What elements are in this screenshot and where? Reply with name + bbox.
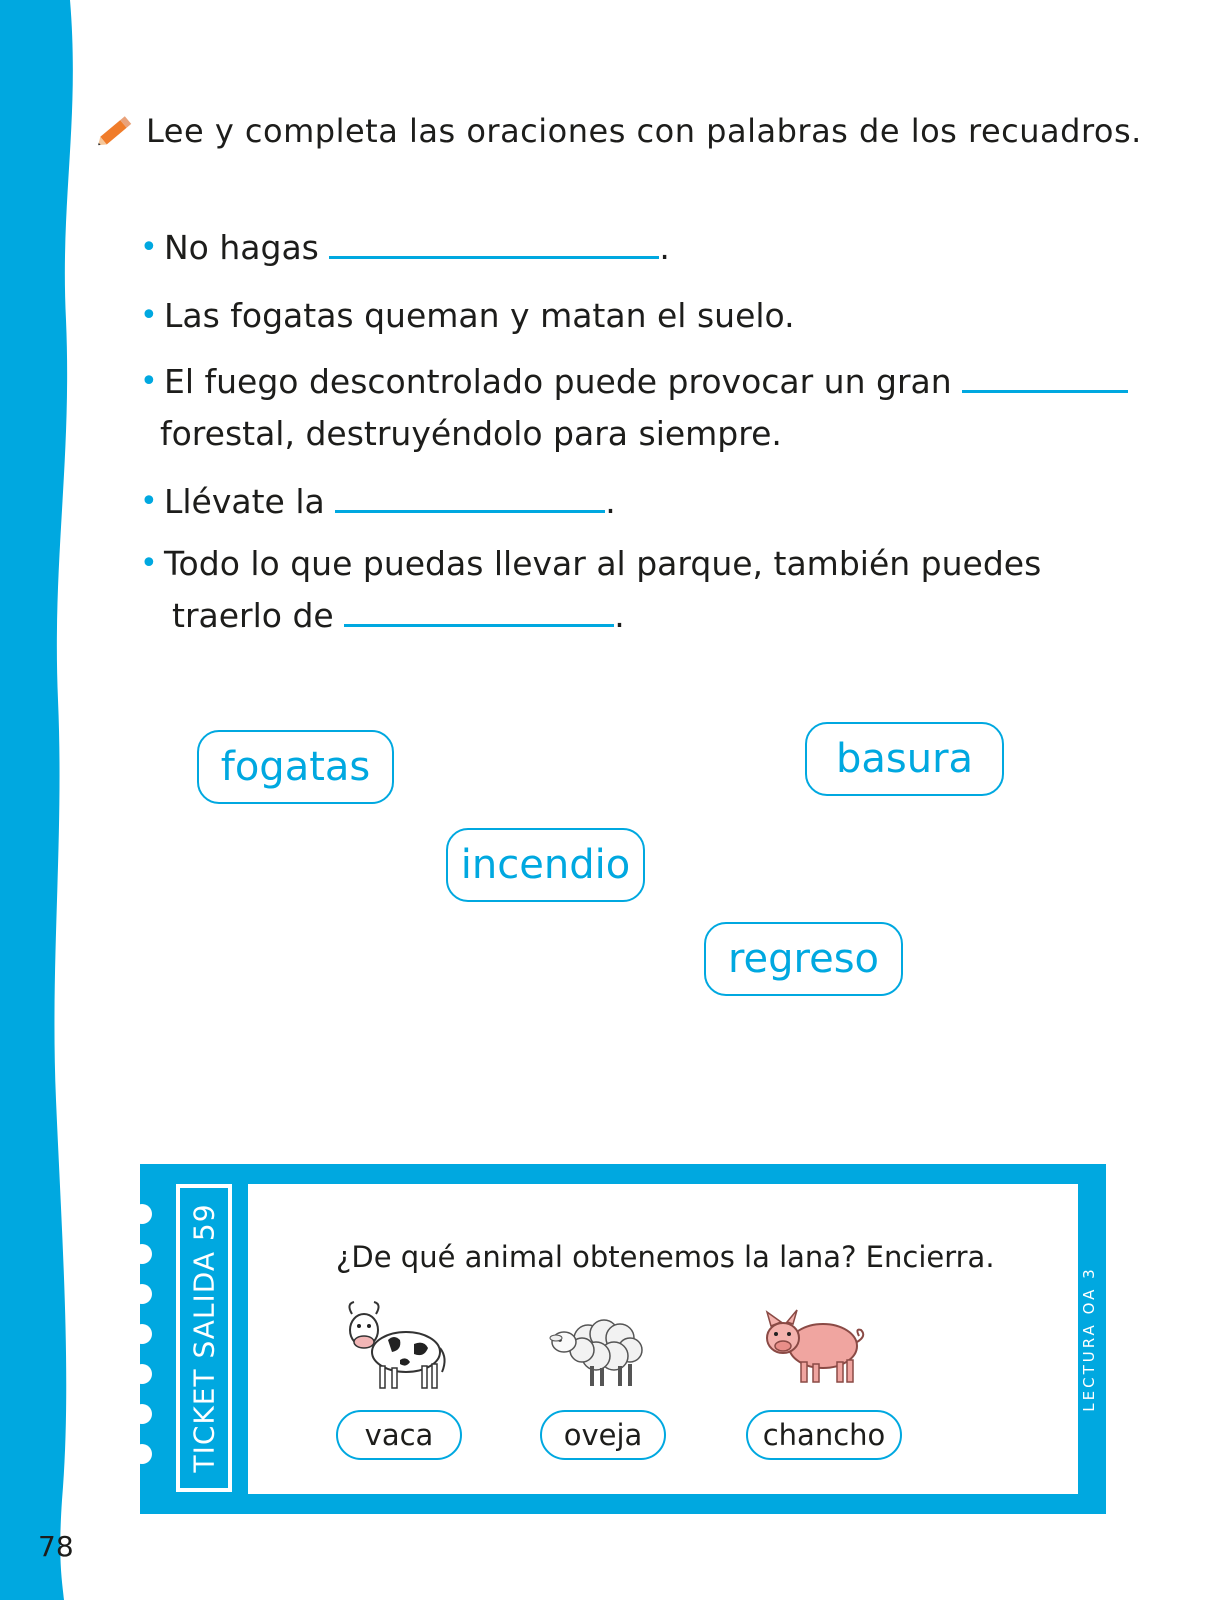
bullet: • [140, 298, 158, 333]
sentence-text: El fuego descontrolado puede provocar un gran [164, 362, 952, 401]
bullet: • [140, 546, 158, 581]
answer-blank[interactable] [344, 602, 614, 627]
ticket-notch [132, 1364, 152, 1384]
word-box-incendio[interactable]: incendio [446, 828, 645, 902]
ticket-notch [132, 1404, 152, 1424]
bullet: • [140, 230, 158, 265]
instruction [92, 108, 1142, 154]
option-chancho[interactable]: chancho [746, 1410, 902, 1460]
sentence-2 [140, 290, 795, 342]
ticket-side-label-box [1074, 1194, 1104, 1484]
page-number: 78 [38, 1530, 74, 1563]
cow-icon [336, 1294, 456, 1394]
word-box-fogatas[interactable]: fogatas [197, 730, 394, 804]
ticket-notch [132, 1244, 152, 1264]
sentence-text: Las fogatas queman y matan el suelo. [164, 296, 795, 335]
ticket-notch [132, 1284, 152, 1304]
option-vaca[interactable]: vaca [336, 1410, 462, 1460]
ticket-question: ¿De qué animal obtenemos la lana? Encierra. [336, 1240, 995, 1274]
ticket-tab-label: TICKET SALIDA 59 [187, 1203, 221, 1473]
sentence-text-line2: forestal, destruyéndolo para siempre. [160, 414, 782, 453]
ticket-content [248, 1184, 1078, 1494]
ticket-notch [132, 1444, 152, 1464]
word-box-regreso[interactable]: regreso [704, 922, 903, 996]
pig-icon [753, 1294, 873, 1394]
pencil-icon [92, 108, 138, 154]
option-oveja[interactable]: oveja [540, 1410, 666, 1460]
answer-blank[interactable] [329, 234, 659, 259]
ticket-tab [176, 1184, 232, 1492]
sentence-text: Llévate la [164, 482, 325, 521]
sentence-period: . [614, 596, 625, 635]
sentence-4 [140, 476, 616, 528]
answer-blank[interactable] [335, 488, 605, 513]
instruction-text: Lee y completa las oraciones con palabras de los recuadros. [146, 112, 1142, 150]
exit-ticket [140, 1164, 1106, 1514]
sentence-5 [140, 538, 1041, 642]
sentence-3 [140, 356, 1128, 460]
sentence-text: Todo lo que puedas llevar al parque, también puedes [164, 544, 1042, 583]
word-box-basura[interactable]: basura [805, 722, 1004, 796]
ticket-notch [132, 1324, 152, 1344]
side-decoration-band [0, 0, 110, 1600]
sentence-text: No hagas [164, 228, 319, 267]
bullet: • [140, 484, 158, 519]
ticket-side-label: LECTURA OA 3 [1080, 1266, 1098, 1412]
sentence-period: . [659, 228, 670, 267]
sheep-icon [538, 1294, 658, 1394]
bullet: • [140, 364, 158, 399]
sentence-1 [140, 222, 670, 274]
answer-blank[interactable] [962, 368, 1128, 393]
sentence-text-line2: traerlo de [172, 596, 334, 635]
ticket-notch [132, 1204, 152, 1224]
sentence-period: . [605, 482, 616, 521]
